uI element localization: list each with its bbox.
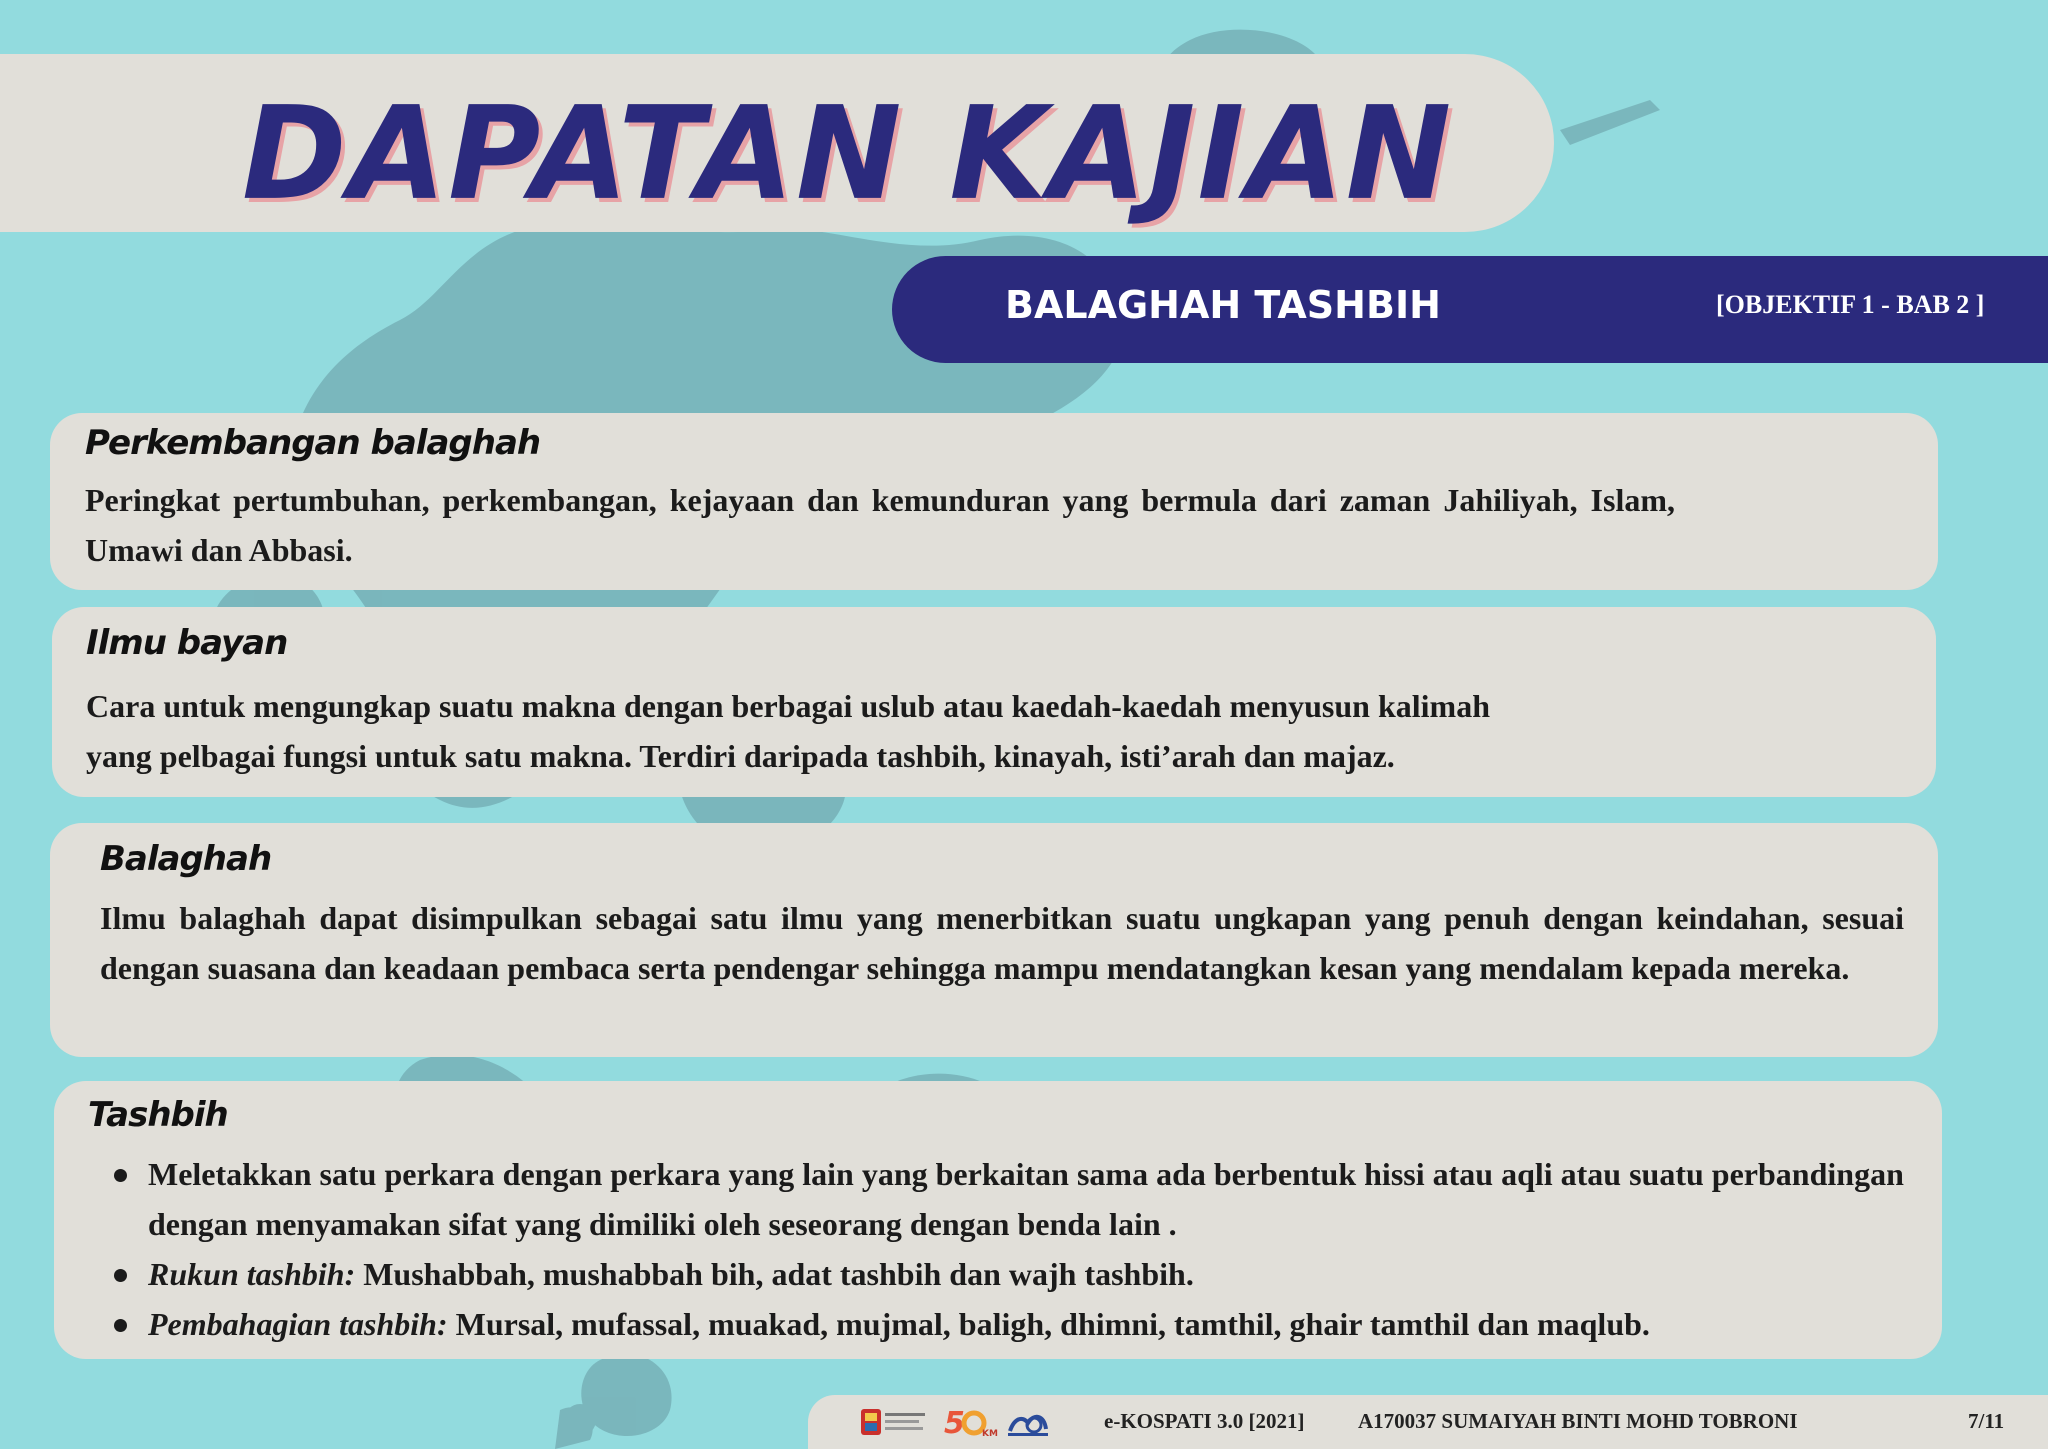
footer-author: A170037 SUMAIYAH BINTI MOHD TOBRONI: [1358, 1409, 1798, 1433]
list-item: Rukun tashbih: Mushabbah, mushabbah bih, adat tashbih dan wajh tashbih.: [112, 1249, 1972, 1299]
footer-bar: [808, 1395, 2048, 1449]
university-crest-logo: [860, 1407, 930, 1439]
tashbih-list: [112, 1149, 1972, 1349]
page-title: DAPATAN KAJIAN: [242, 78, 1454, 229]
objective-label: [OBJEKTIF 1 - BAB 2 ]: [1716, 290, 1985, 319]
section-body: Peringkat pertumbuhan, perkembangan, kejayaan dan kemunduran yang bermula dari zaman Jahiliyah, Islam, Umawi dan Abbasi.: [85, 482, 1675, 568]
section-card-balaghah: [50, 823, 1938, 1057]
section-heading: Balaghah: [100, 839, 272, 879]
faculty-logo: [1004, 1401, 1052, 1441]
list-item: Pembahagian tashbih: Mursal, mufassal, muakad, mujmal, baligh, dhimni, tamthil, ghair tamthil dan maqlub.: [112, 1299, 1972, 1349]
list-item-lead: Rukun tashbih:: [148, 1256, 356, 1292]
section-card-ilmu-bayan: [52, 607, 1936, 797]
svg-text:5: 5: [944, 1406, 965, 1441]
list-item: Meletakkan satu perkara dengan perkara yang lain yang berkaitan sama ada berbentuk hissi atau aqli atau suatu perbandingan dengan menyamakan sifat yang dimiliki oleh seseorang dengan benda lain .: [112, 1149, 1972, 1249]
section-body-line-2: yang pelbagai fungsi untuk satu makna. Terdiri daripada tashbih, kinayah, isti’arah dan majaz.: [86, 738, 1395, 774]
section-heading: Ilmu bayan: [86, 623, 288, 663]
section-card-perkembangan: [50, 413, 1938, 590]
footer-event: e-KOSPATI 3.0 [2021]: [1104, 1409, 1305, 1433]
section-heading: Tashbih: [88, 1095, 228, 1135]
section-heading: Perkembangan balaghah: [85, 423, 541, 463]
svg-text:KM: KM: [982, 1429, 998, 1439]
list-item-lead: Pembahagian tashbih:: [148, 1306, 448, 1342]
section-body: Ilmu balaghah dapat disimpulkan sebagai satu ilmu yang menerbitkan suatu ungkapan yang penuh dengan keindahan, sesuai dengan suasana dan keadaan pembaca serta pendengar sehingga mampu mendatangkan kesan yang mendalam kepada mereka.: [100, 900, 1904, 986]
section-card-tashbih: [54, 1081, 1942, 1359]
subheader-title: BALAGHAH TASHBIH: [1005, 283, 1441, 327]
50-years-ukm-logo: [936, 1403, 1006, 1441]
section-body-line-1: Cara untuk mengungkap suatu makna dengan berbagai uslub atau kaedah-kaedah menyusun kalimah: [86, 688, 1490, 724]
footer-page-number: 7/11: [1968, 1409, 2005, 1433]
